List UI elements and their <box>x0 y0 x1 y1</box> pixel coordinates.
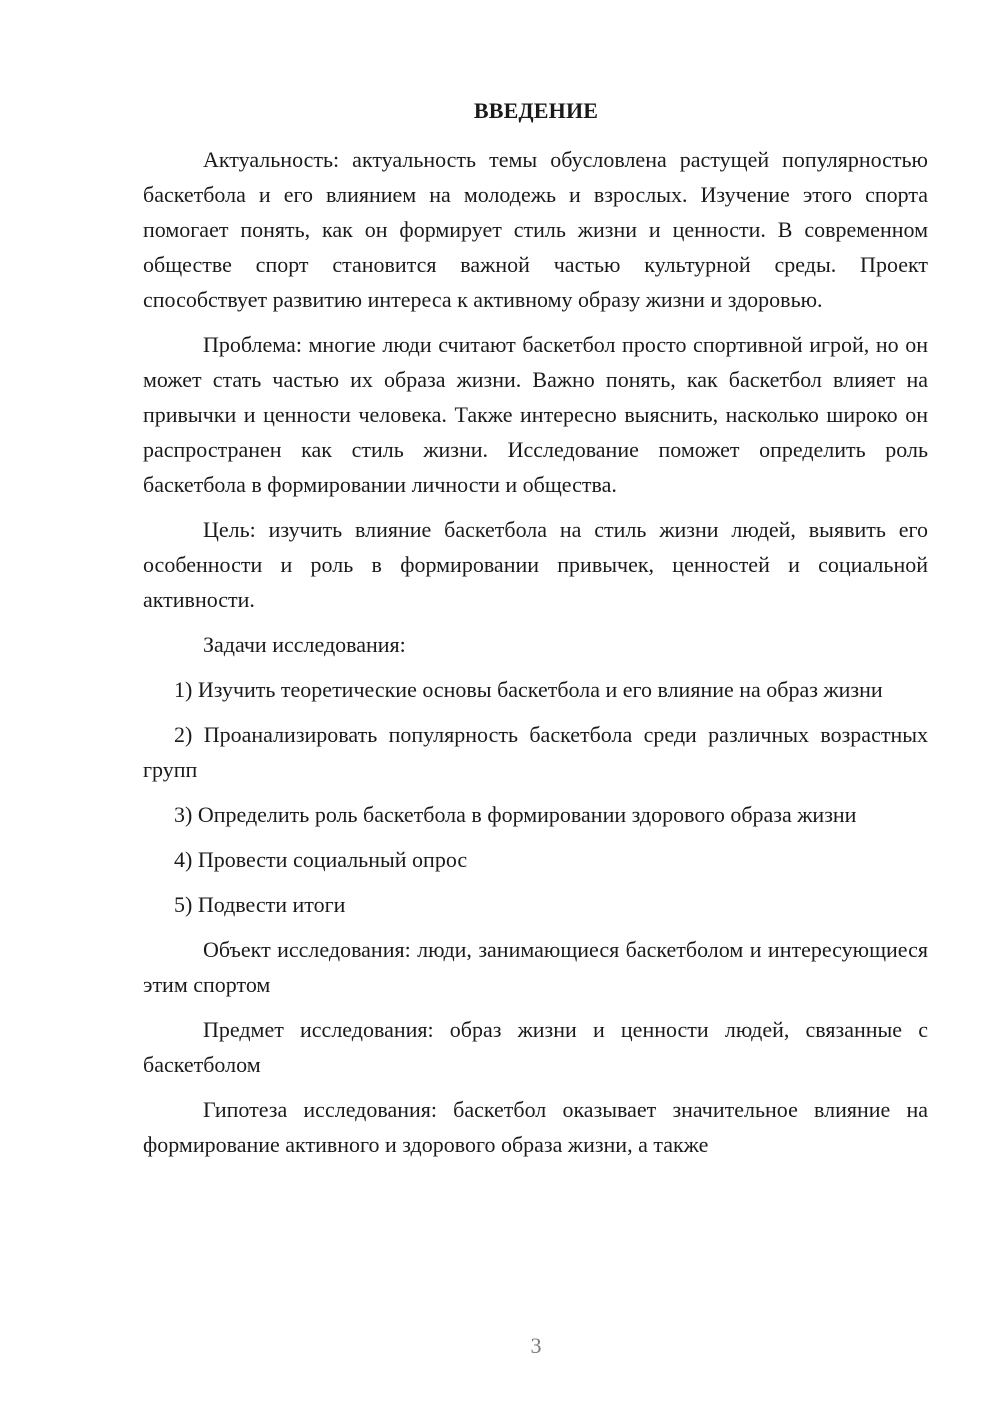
task-item: 2) Проанализировать популярность баскетбола среди различных возрастных групп <box>143 722 928 782</box>
paragraph-tasks-heading: Задачи исследования: <box>203 632 406 657</box>
paragraph-goal: Цель: изучить влияние баскетбола на стиль жизни людей, выявить его особенности и роль в формировании привычек, ценностей и социальной активности. <box>143 517 928 612</box>
paragraph-relevance: Актуальность: актуальность темы обусловлена растущей популярностью баскетбола и его влиянием на молодежь и взрослых. Изучение этого спорта помогает понять, как он формирует стиль жизни и ценности. В современном обществе спорт становится важной частью культурной среды. Проект способствует развитию интереса к активному образу жизни и здоровью. <box>143 147 928 312</box>
paragraph-hypothesis: Гипотеза исследования: баскетбол оказывает значительное влияние на формирование активного и здорового образа жизни, а также <box>143 1097 928 1157</box>
paragraph-object: Объект исследования: люди, занимающиеся баскетболом и интересующиеся этим спортом <box>143 937 928 997</box>
section-heading: ВВЕДЕНИЕ <box>473 98 599 123</box>
task-item: 1) Изучить теоретические основы баскетбола и его влияние на образ жизни <box>174 677 883 702</box>
paragraph-subject: Предмет исследования: образ жизни и ценности людей, связанные с баскетболом <box>143 1017 928 1077</box>
paragraph-problem: Проблема: многие люди считают баскетбол просто спортивной игрой, но он может стать частью их образа жизни. Важно понять, как баскетбол влияет на привычки и ценности человека. Также интересно выяснить, насколько широко он распространен как стиль жизни. Исследование поможет определить роль баскетбола в формировании личности и общества. <box>143 332 928 497</box>
task-item: 3) Определить роль баскетбола в формировании здорового образа жизни <box>174 802 857 827</box>
page-number: 3 <box>530 1333 542 1358</box>
body-text <box>143 142 928 1172</box>
task-item: 5) Подвести итоги <box>174 892 346 917</box>
task-item: 4) Провести социальный опрос <box>174 847 468 872</box>
